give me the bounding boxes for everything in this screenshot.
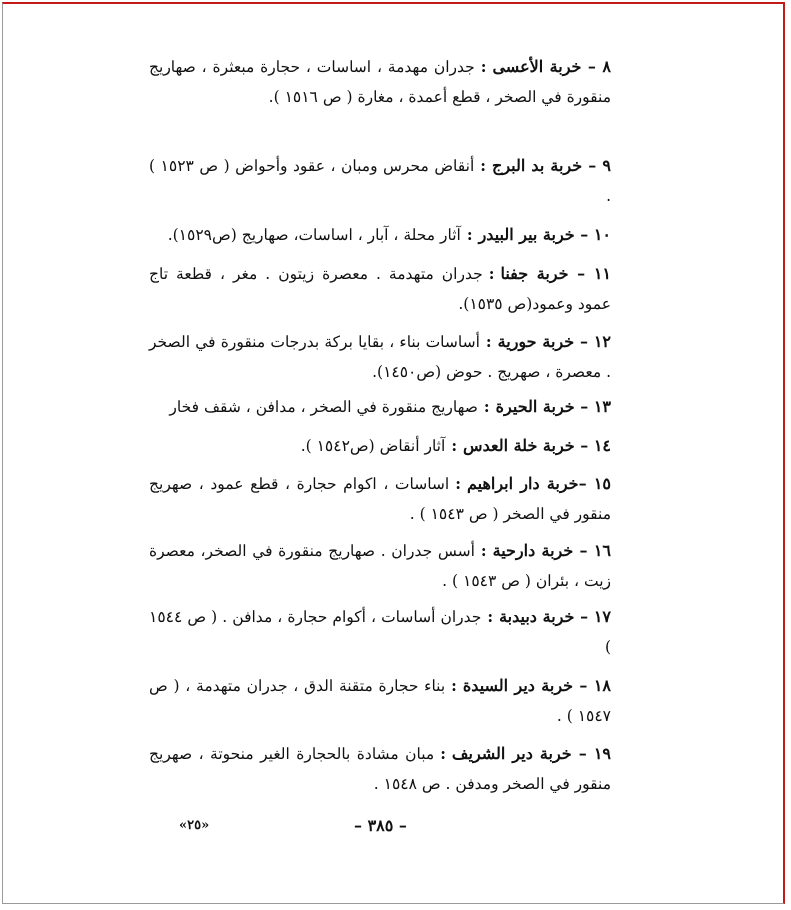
entry-text: أساسات بناء ، بقايا بركة بدرجات منقورة في الصخر . معصرة ، صهريج . حوض (ص١٤٥٠). [149,333,611,381]
entry-text: أسس جدران . صهاريج منقورة في الصخر، معصرة زيت ، بئران ( ص ١٥٤٣ ) . [149,542,611,590]
entry-text: جدران متهدمة . معصرة زيتون . مغر ، قطعة تاج عمود وعمود(ص ١٥٣٥). [149,265,611,313]
entry-text: اساسات ، اكوام حجارة ، قطع عمود ، صهريج منقور في الصخر ( ص ١٥٤٣ ) . [149,475,611,523]
entry-separator: : [485,332,492,351]
entry-separator: : [451,436,458,455]
entry-heading: ١١ – خربة جفنا [500,264,611,283]
entry-separator: : [440,744,446,763]
entry-separator: : [480,156,486,175]
entry-text: جدران مهدمة ، اساسات ، حجارة مبعثرة ، صهاريج منقورة في الصخر ، قطع أعمدة ، مغارة ( ص ١٥١٦ ). [149,58,611,106]
page-footer [3,816,782,846]
entry-heading: ١٨ – خربة دير السيدة [462,676,611,695]
entry-17 [149,602,611,662]
entry-heading: ٩ – خربة بد البرج [491,156,612,175]
entry-text: آثار أنقاض (ص١٥٤٢ ). [300,437,446,455]
entry-heading: ١٦ – خربة دارحية [492,541,611,560]
entry-separator: : [487,607,494,626]
entry-text: صهاريج منقورة في الصخر ، مدافن ، شقف فخار [169,398,478,416]
entry-separator: : [483,397,490,416]
entry-heading: ١٣ – خربة الحيرة [495,397,611,416]
entry-10 [149,220,611,251]
entry-text: آثار محلة ، آبار ، اساسات، صهاريج (ص١٥٢٩). [167,226,461,244]
entry-text: مبان مشادة بالحجارة الغير منحوتة ، صهريج منقور في الصخر ومدفن . ص ١٥٤٨ . [149,745,611,793]
entry-19 [149,739,611,799]
entry-separator: : [480,57,487,76]
entry-separator: : [451,676,457,695]
entry-heading: ١٧ – خربة دبيدبة [499,607,611,626]
entry-14 [149,431,611,462]
entry-text: أنقاض محرس ومبان ، عقود وأحواض ( ص ١٥٢٣ ) . [149,157,611,205]
entry-separator: : [488,264,495,283]
entry-heading: ١٢ – خربة حورية [497,332,611,351]
entry-separator: : [466,225,473,244]
entry-15 [149,469,611,529]
page-number: – ٣٨٥ – [354,816,407,835]
entry-text: جدران أساسات ، أكوام حجارة ، مدافن . ( ص ١٥٤٤ ) [149,608,611,656]
entry-heading: ١٤ – خربة خلة العدس [463,436,611,455]
entry-separator: : [480,541,487,560]
entry-18 [149,671,611,731]
entry-12 [149,327,611,387]
entry-heading: ١٩ – خربة دير الشريف [451,744,612,763]
entry-08 [149,52,611,112]
document-page [2,2,785,904]
entry-heading: ٨ – خربة الأعسى [492,57,612,76]
entry-16 [149,536,611,596]
entry-text: بناء حجارة متقنة الدق ، جدران متهدمة ، ( ص ١٥٤٧ ) . [149,677,611,725]
entry-09 [149,151,611,211]
entry-heading: ١٥ –خربة دار ابراهيم [466,474,611,493]
entry-13 [149,392,611,423]
entry-heading: ١٠ – خربة بير البيدر [478,225,611,244]
page-reference: «٢٥» [179,818,210,833]
entry-11 [149,259,611,319]
entry-separator: : [455,474,461,493]
